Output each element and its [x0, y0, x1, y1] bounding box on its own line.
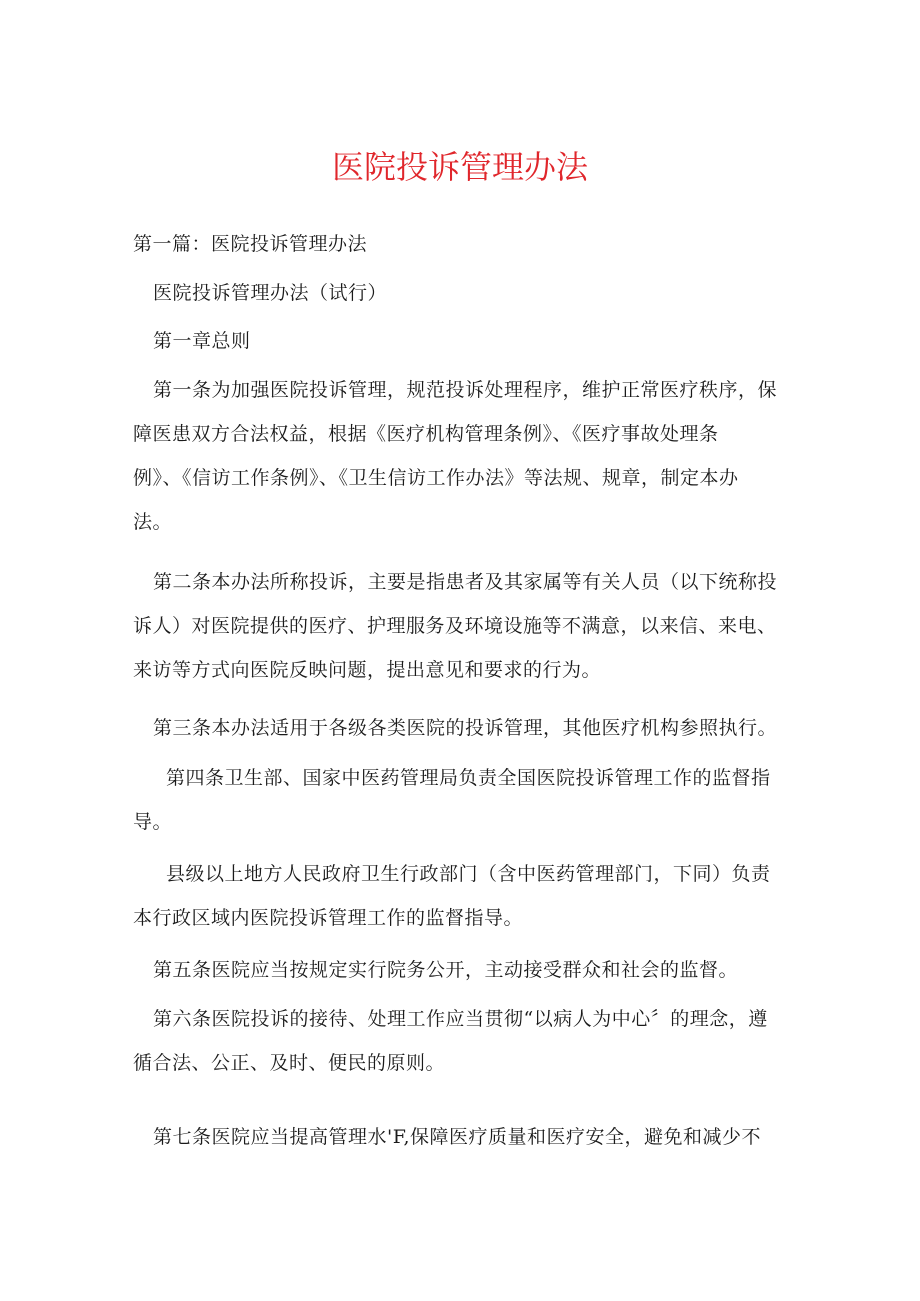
text-line: 第一条为加强医院投诉管理，规范投诉处理程序，维护正常医疗秩序，保: [153, 379, 778, 401]
article-1: [133, 368, 813, 544]
text-line: 例》、《信访工作条例》、《卫生信访工作办法》等法规、规章，制定本办: [133, 467, 739, 489]
text-line: 法。: [133, 511, 173, 533]
article-5: [153, 948, 813, 992]
article-7: [153, 1115, 813, 1159]
section-heading: [133, 222, 793, 266]
document-title: 医院投诉管理办法: [331, 148, 588, 186]
text-line: 本行政区域内医院投诉管理工作的监督指导。: [133, 907, 524, 929]
text-line: 第三条本办法适用于各级各类医院的投诉管理，其他医疗机构参照执行。: [153, 717, 778, 739]
text-line: 诉人）对医院提供的医疗、护理服务及环境设施等不满意，以来信、来电、: [133, 615, 777, 637]
text-line: 来访等方式向医院反映问题，提出意见和要求的行为。: [133, 659, 602, 681]
chapter-heading: [153, 319, 813, 363]
article-3: [153, 706, 813, 750]
text-line: 第六条医院投诉的接待、处理工作应当贯彻“以病人为中心〞的理念，遵: [153, 1008, 768, 1030]
article-4: [133, 756, 826, 844]
text-line: 第四条卫生部、国家中医药管理局负责全国医院投诉管理工作的监督指: [166, 767, 771, 789]
article-4-clause-2: [133, 852, 826, 940]
text-line: 导。: [133, 811, 173, 833]
text-line: 第七条医院应当提高管理水'F,保障医疗质量和医疗安全，避免和减少不: [153, 1126, 761, 1148]
text-line: 第五条医院应当按规定实行院务公开，主动接受群众和社会的监督。: [153, 959, 739, 981]
text-line: 障医患双方合法权益，根据《医疗机构管理条例》、《医疗事故处理条: [133, 423, 719, 445]
text-line: 第一章总则: [153, 330, 251, 352]
text-line: 县级以上地方人民政府卫生行政部门（含中医药管理部门，下同）负责: [166, 863, 771, 885]
text-line: 第一篇：医院投诉管理办法: [133, 233, 368, 255]
text-line: 循合法、公正、及时、便民的原则。: [133, 1052, 446, 1074]
subtitle-line: [153, 271, 813, 315]
article-2: [133, 560, 813, 692]
text-line: 第二条本办法所称投诉，主要是指患者及其家属等有关人员（以下统称投: [153, 571, 778, 593]
article-6: [133, 997, 813, 1085]
text-line: 医院投诉管理办法（试行）: [153, 282, 388, 304]
